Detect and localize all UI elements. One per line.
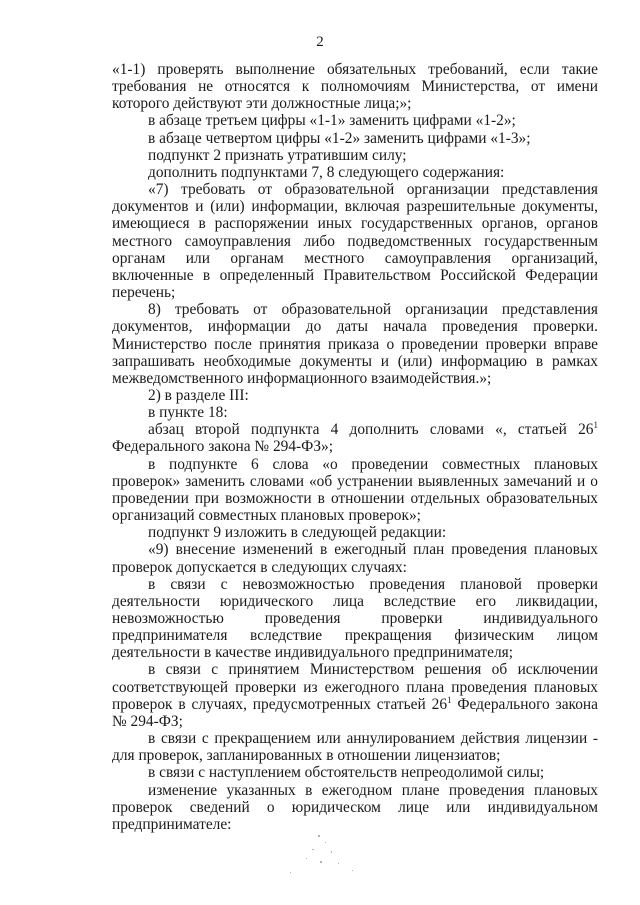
- paragraph-15: [112, 661, 598, 730]
- paragraph-10-superscript: 1: [593, 420, 598, 431]
- speck: [312, 849, 314, 850]
- paragraph-3: в абзаце четвертом цифры «1-2» заменить цифрами «1-3»;: [148, 129, 531, 147]
- speck: [331, 851, 332, 853]
- speck: [352, 870, 353, 871]
- paragraph-2: в абзаце третьем цифры «1-1» заменить цифрами «1-2»;: [148, 112, 516, 130]
- speck: [320, 861, 322, 863]
- paragraph-8: 2) в разделе III:: [148, 386, 249, 404]
- paragraph-15-text: в связи с принятием Министерством решения об исключении соответствующей проверки из ежегодного плана проведения плановых проверок в случаях, предусмотренных статьей 26: [112, 661, 598, 713]
- speck: [290, 872, 291, 873]
- paragraph-9: в пункте 18:: [148, 404, 228, 422]
- paragraph-18: изменение указанных в ежегодном плане проведения плановых проверок сведений о юридическом лице или индивидуальном предпринимателе:: [112, 781, 598, 833]
- document-body: [112, 61, 598, 833]
- speck: [325, 842, 326, 843]
- paragraph-14: в связи с невозможностью проведения плановой проверки деятельности юридического лица вследствие его ликвидации, невозможностью проведения проверки индивидуального предпринимателя вследствие прекращения физическим лицом деятельности в качестве индивидуального предпринимателя;: [112, 575, 598, 662]
- paragraph-5: дополнить подпунктами 7, 8 следующего содержания:: [148, 163, 505, 181]
- paragraph-16: в связи с прекращением или аннулированием действия лицензии - для проверок, запланированных в отношении лицензиатов;: [112, 730, 598, 765]
- paragraph-11: в подпункте 6 слова «о проведении совместных плановых проверок» заменить словами «об устранении выявленных замечаний и о проведении при возможности в отношении отдельных образовательных организаций совместных плановых проверок»;: [112, 455, 598, 525]
- page-number: 2: [316, 34, 324, 50]
- speck: [338, 863, 339, 864]
- paragraph-10-text: абзац второй подпункта 4 дополнить словами «, статьей 26: [148, 421, 594, 439]
- paragraph-12: подпункт 9 изложить в следующей редакции:: [148, 524, 447, 542]
- paragraph-4: подпункт 2 признать утратившим силу;: [148, 146, 407, 164]
- paragraph-10-tail: Федерального закона № 294-ФЗ»;: [112, 438, 334, 456]
- paragraph-15-tail: Федерального закона № 294-ФЗ;: [112, 695, 598, 730]
- paragraph-7: 8) требовать от образовательной организации представления документов, информации до даты начала проведения проверки. Министерство после принятия приказа о проведении проверки вправе запрашивать необходимые документы и (или) информацию в рамках межведомственного информационного взаимодействия.»;: [112, 301, 598, 387]
- speck: [306, 858, 307, 859]
- paragraph-15-superscript: 1: [447, 694, 452, 705]
- paragraph-1: «1-1) проверять выполнение обязательных требований, если такие требования не относятся к полномочиям Министерства, от имени которого действуют эти должностные лица;»;: [112, 61, 598, 113]
- paragraph-17: в связи с наступлением обстоятельств непреодолимой силы;: [148, 764, 545, 782]
- paragraph-10: [112, 421, 598, 455]
- paragraph-13: «9) внесение изменений в ежегодный план проведения плановых проверок допускается в следующих случаях:: [112, 541, 598, 576]
- speck: [318, 835, 320, 837]
- paragraph-6: «7) требовать от образовательной организации представления документов и (или) информации, включая разрешительные документы, имеющиеся в распоряжении иных государственных органов, органов местного самоуправления либо подведомственных государственным органам или органам местного самоуправления организаций, включенные в определенный Правительством Российской Федерации перечень;: [112, 181, 598, 302]
